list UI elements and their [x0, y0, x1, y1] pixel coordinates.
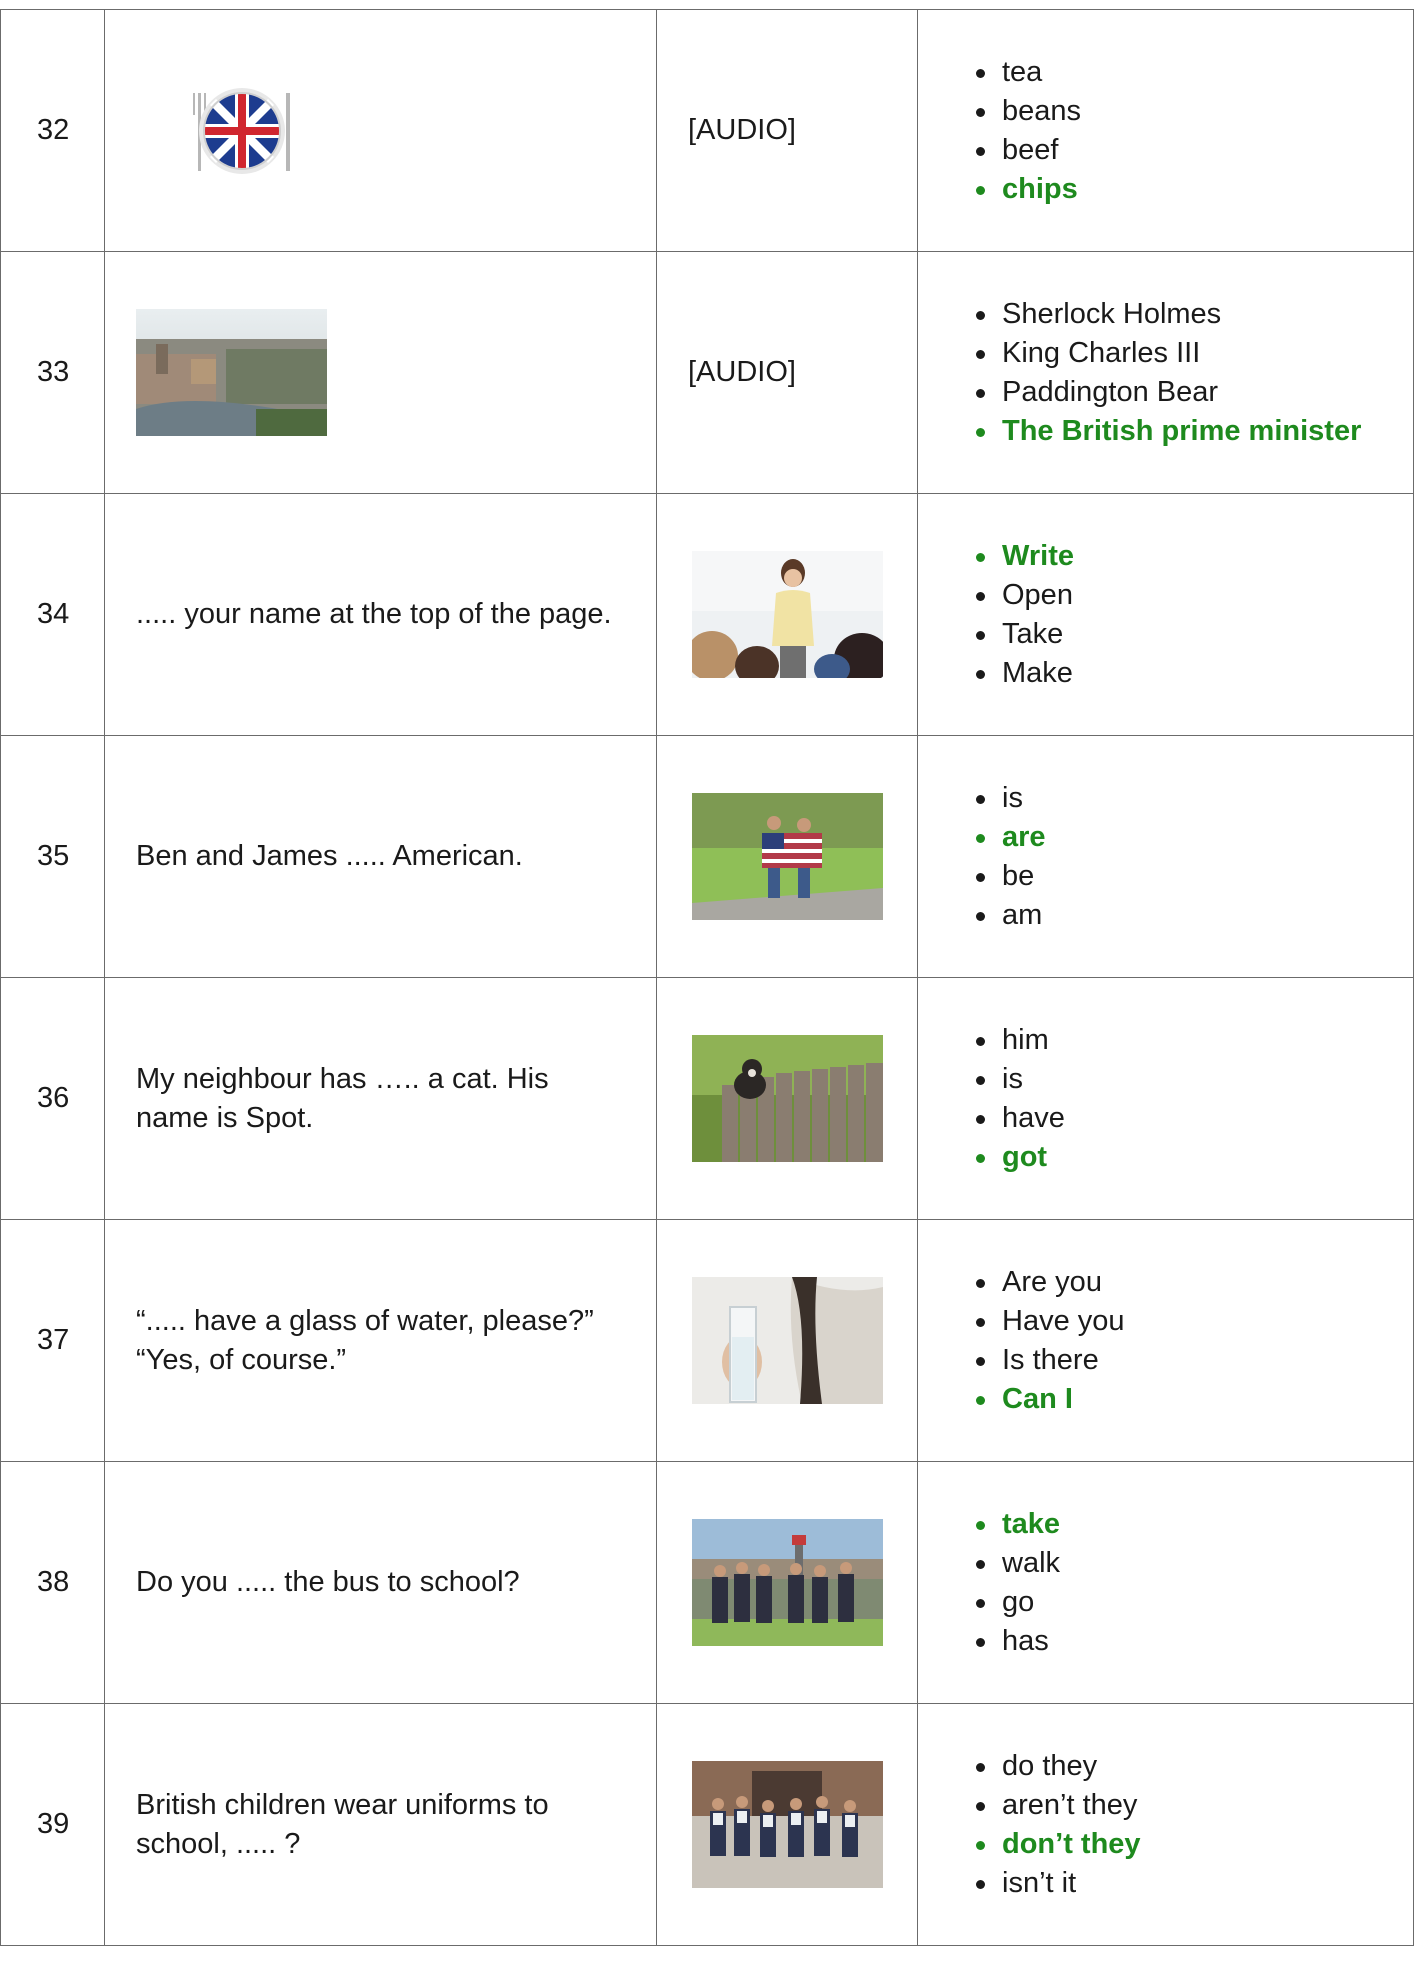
- options-cell: [918, 494, 1414, 736]
- option[interactable]: do they: [1002, 1747, 1393, 1786]
- option[interactable]: walk: [1002, 1544, 1393, 1583]
- options-cell: [918, 252, 1414, 494]
- option-correct[interactable]: got: [1002, 1138, 1393, 1177]
- question-image-cell: [657, 494, 918, 736]
- quiz-table: [0, 9, 1414, 1946]
- option[interactable]: Are you: [1002, 1263, 1393, 1302]
- options-cell: [918, 1704, 1414, 1946]
- options-cell: [918, 1220, 1414, 1462]
- option-correct[interactable]: Can I: [1002, 1380, 1393, 1419]
- question-image-cell: [657, 736, 918, 978]
- table-row: [1, 10, 1414, 252]
- options-cell: [918, 1462, 1414, 1704]
- answer-options: [1002, 1505, 1393, 1661]
- table-row: [1, 1462, 1414, 1704]
- option[interactable]: is: [1002, 779, 1393, 818]
- option[interactable]: aren’t they: [1002, 1786, 1393, 1825]
- question-number: 39: [1, 1704, 105, 1946]
- students-walking-photo: [692, 1519, 883, 1646]
- classroom-teacher-photo: [692, 551, 883, 678]
- option[interactable]: go: [1002, 1583, 1393, 1622]
- option[interactable]: beans: [1002, 92, 1393, 131]
- question-text: My neighbour has ….. a cat. His name is Spot.: [105, 978, 657, 1220]
- option[interactable]: has: [1002, 1622, 1393, 1661]
- option[interactable]: isn’t it: [1002, 1864, 1393, 1903]
- question-number: 32: [1, 10, 105, 252]
- students-uniforms-running-photo: [692, 1761, 883, 1888]
- options-cell: [918, 978, 1414, 1220]
- option-correct[interactable]: are: [1002, 818, 1393, 857]
- option[interactable]: am: [1002, 896, 1393, 935]
- question-number: 37: [1, 1220, 105, 1462]
- question-image-cell: [657, 1462, 918, 1704]
- british-flag-plate-icon: [170, 83, 310, 178]
- audio-label: [AUDIO]: [657, 10, 918, 252]
- option[interactable]: Take: [1002, 615, 1393, 654]
- question-text: Ben and James ..... American.: [105, 736, 657, 978]
- question-text: ..... your name at the top of the page.: [105, 494, 657, 736]
- answer-options: [1002, 537, 1393, 693]
- table-row: [1, 252, 1414, 494]
- option[interactable]: tea: [1002, 53, 1393, 92]
- answer-options: [1002, 1263, 1393, 1419]
- question-number: 35: [1, 736, 105, 978]
- option[interactable]: Is there: [1002, 1341, 1393, 1380]
- option[interactable]: have: [1002, 1099, 1393, 1138]
- cat-on-fence-photo: [692, 1035, 883, 1162]
- question-image-cell: [657, 1704, 918, 1946]
- answer-options: [1002, 1747, 1393, 1903]
- option[interactable]: Paddington Bear: [1002, 373, 1393, 412]
- option-correct[interactable]: take: [1002, 1505, 1393, 1544]
- option-correct[interactable]: don’t they: [1002, 1825, 1393, 1864]
- question-text: “..... have a glass of water, please?” “Yes, of course.”: [105, 1220, 657, 1462]
- option-correct[interactable]: chips: [1002, 170, 1393, 209]
- question-number: 34: [1, 494, 105, 736]
- table-row: [1, 978, 1414, 1220]
- option[interactable]: Sherlock Holmes: [1002, 295, 1393, 334]
- question-number: 38: [1, 1462, 105, 1704]
- question-text: British children wear uniforms to school, ..... ?: [105, 1704, 657, 1946]
- glass-of-water-photo: [692, 1277, 883, 1404]
- boys-american-flag-photo: [692, 793, 883, 920]
- option[interactable]: be: [1002, 857, 1393, 896]
- option[interactable]: beef: [1002, 131, 1393, 170]
- answer-options: [1002, 779, 1393, 935]
- london-aerial-photo: [136, 309, 327, 436]
- table-row: [1, 1704, 1414, 1946]
- audio-label: [AUDIO]: [657, 252, 918, 494]
- question-image-cell: [105, 10, 657, 252]
- question-number: 33: [1, 252, 105, 494]
- option-correct[interactable]: The British prime minister: [1002, 412, 1393, 451]
- option[interactable]: Open: [1002, 576, 1393, 615]
- option[interactable]: Make: [1002, 654, 1393, 693]
- table-row: [1, 494, 1414, 736]
- answer-options: [1002, 295, 1393, 451]
- question-image-cell: [105, 252, 657, 494]
- option[interactable]: Have you: [1002, 1302, 1393, 1341]
- option-correct[interactable]: Write: [1002, 537, 1393, 576]
- options-cell: [918, 736, 1414, 978]
- table-row: [1, 736, 1414, 978]
- option[interactable]: him: [1002, 1021, 1393, 1060]
- option[interactable]: is: [1002, 1060, 1393, 1099]
- answer-options: [1002, 53, 1393, 209]
- options-cell: [918, 10, 1414, 252]
- question-image-cell: [657, 1220, 918, 1462]
- question-text: Do you ..... the bus to school?: [105, 1462, 657, 1704]
- answer-options: [1002, 1021, 1393, 1177]
- table-row: [1, 1220, 1414, 1462]
- question-image-cell: [657, 978, 918, 1220]
- question-number: 36: [1, 978, 105, 1220]
- option[interactable]: King Charles III: [1002, 334, 1393, 373]
